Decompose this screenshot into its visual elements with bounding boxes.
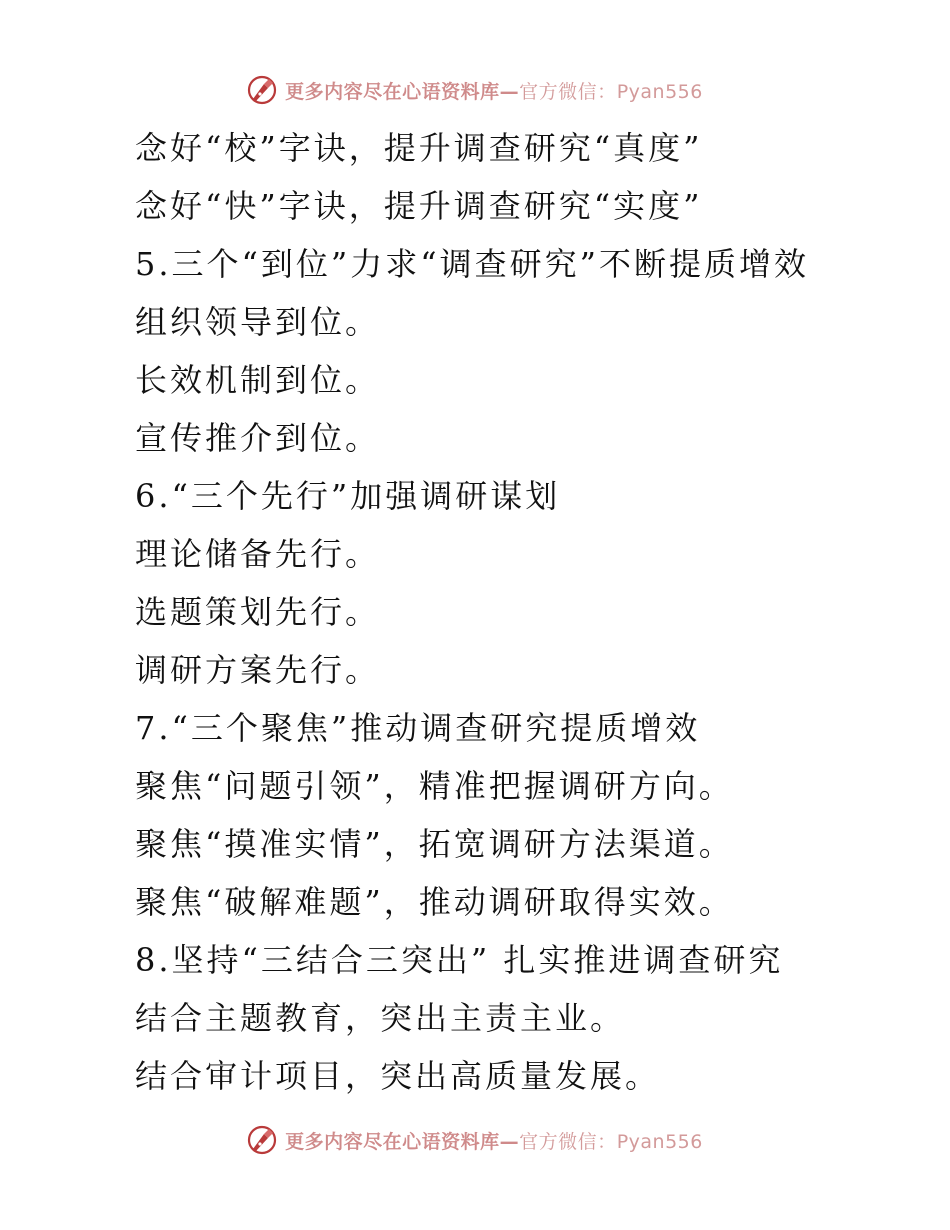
text-line: 结合审计项目，突出高质量发展。 bbox=[135, 1057, 661, 1095]
banner-main-text: 更多内容尽在心语资料库 bbox=[285, 1130, 500, 1153]
text-line: 聚焦“破解难题”，推动调研取得实效。 bbox=[135, 883, 734, 921]
text-line: 长效机制到位。 bbox=[135, 361, 381, 399]
banner-wechat-label: 官方微信： bbox=[519, 1130, 617, 1153]
text-line: 聚焦“问题引领”，精准把握调研方向。 bbox=[135, 767, 734, 805]
text-line: 调研方案先行。 bbox=[135, 651, 381, 689]
text-line: 聚焦“摸准实情”，拓宽调研方法渠道。 bbox=[135, 825, 734, 863]
banner-wechat-id: Pyan556 bbox=[616, 1130, 703, 1153]
banner-wechat-id: Pyan556 bbox=[616, 80, 703, 103]
pen-nib-logo-icon bbox=[247, 75, 277, 105]
text-line: 结合主题教育，突出主责主业。 bbox=[135, 999, 626, 1037]
banner-wechat-label: 官方微信： bbox=[519, 80, 617, 103]
banner-text bbox=[285, 1127, 703, 1154]
text-line: 理论储备先行。 bbox=[135, 535, 381, 573]
banner-separator: — bbox=[499, 80, 520, 103]
text-line: 组织领导到位。 bbox=[135, 303, 381, 341]
banner-main-text: 更多内容尽在心语资料库 bbox=[285, 80, 500, 103]
banner-text bbox=[285, 77, 703, 104]
footer-banner bbox=[0, 1122, 950, 1158]
section-heading: 6.“三个先行”加强调研谋划 bbox=[135, 477, 561, 515]
section-heading: 7.“三个聚焦”推动调查研究提质增效 bbox=[135, 709, 701, 747]
section-heading: 5.三个“到位”力求“调查研究”不断提质增效 bbox=[135, 245, 809, 283]
text-line: 念好“快”字诀，提升调查研究“实度” bbox=[135, 187, 703, 225]
text-line: 选题策划先行。 bbox=[135, 593, 381, 631]
header-banner bbox=[0, 72, 950, 108]
banner-separator: — bbox=[499, 1130, 520, 1153]
pen-nib-logo-icon bbox=[247, 1125, 277, 1155]
section-heading: 8.坚持“三结合三突出” 扎实推进调查研究 bbox=[135, 941, 784, 979]
text-line: 宣传推介到位。 bbox=[135, 419, 381, 457]
text-line: 念好“校”字诀，提升调查研究“真度” bbox=[135, 129, 703, 167]
document-body bbox=[135, 119, 925, 1105]
